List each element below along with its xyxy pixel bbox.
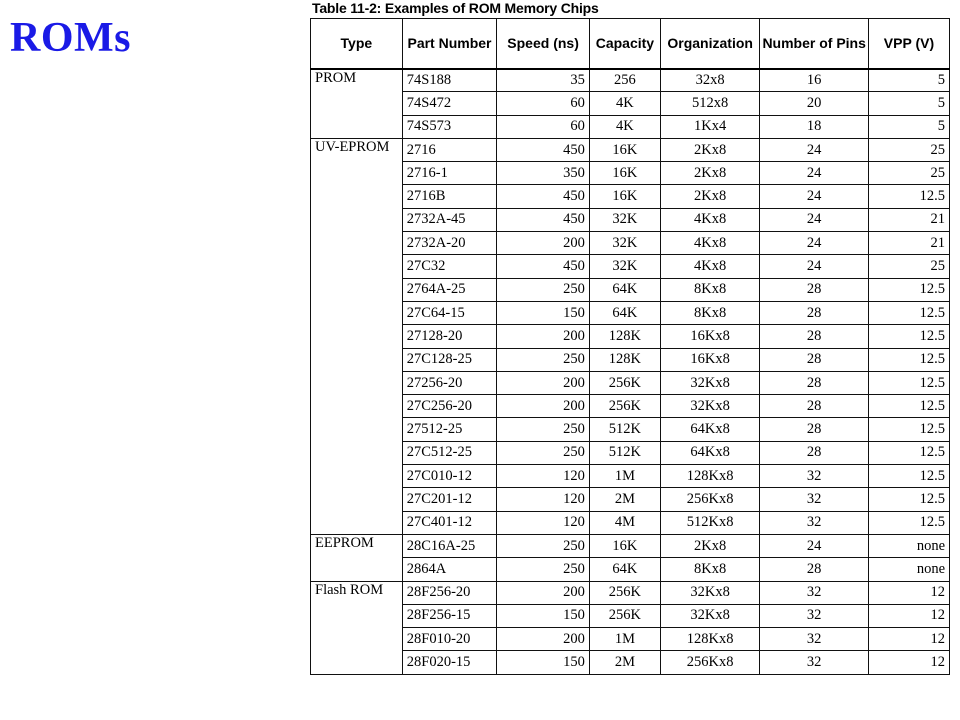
cell-vpp: 25 [868,162,949,185]
cell-part-number: 2716B [402,185,497,208]
cell-capacity: 256K [589,395,660,418]
cell-part-number: 27C64-15 [402,301,497,324]
cell-capacity: 64K [589,301,660,324]
cell-organization: 32Kx8 [660,395,760,418]
cell-vpp: 12.5 [868,441,949,464]
cell-part-number: 27256-20 [402,371,497,394]
cell-vpp: none [868,558,949,581]
cell-organization: 2Kx8 [660,162,760,185]
cell-organization: 16Kx8 [660,325,760,348]
table-row [311,371,950,394]
cell-capacity: 16K [589,162,660,185]
cell-capacity: 256K [589,604,660,627]
cell-part-number: 2732A-45 [402,208,497,231]
cell-capacity: 64K [589,278,660,301]
cell-part-number: 27C201-12 [402,488,497,511]
cell-speed: 250 [497,534,590,557]
cell-vpp: 12.5 [868,371,949,394]
table-row [311,558,950,581]
cell-part-number: 27C512-25 [402,441,497,464]
cell-pins: 28 [760,441,868,464]
cell-capacity: 16K [589,185,660,208]
cell-part-number: 27C256-20 [402,395,497,418]
cell-pins: 24 [760,208,868,231]
table-row [311,581,950,604]
cell-part-number: 27C32 [402,255,497,278]
cell-organization: 32Kx8 [660,581,760,604]
cell-pins: 24 [760,185,868,208]
cell-organization: 8Kx8 [660,278,760,301]
table-row [311,325,950,348]
cell-pins: 32 [760,651,868,674]
cell-speed: 200 [497,395,590,418]
cell-vpp: 21 [868,232,949,255]
header-type: Type [311,19,403,69]
table-row [311,395,950,418]
cell-part-number: 2864A [402,558,497,581]
cell-speed: 120 [497,511,590,534]
cell-vpp: 5 [868,69,949,92]
table-row [311,278,950,301]
cell-vpp: 21 [868,208,949,231]
cell-vpp: 12.5 [868,301,949,324]
cell-capacity: 64K [589,558,660,581]
cell-capacity: 4M [589,511,660,534]
cell-type: Flash ROM [311,581,403,674]
cell-speed: 150 [497,301,590,324]
cell-pins: 32 [760,628,868,651]
cell-pins: 32 [760,604,868,627]
cell-capacity: 512K [589,441,660,464]
cell-pins: 32 [760,465,868,488]
cell-part-number: 27128-20 [402,325,497,348]
cell-part-number: 28F020-15 [402,651,497,674]
table-row [311,511,950,534]
header-vpp: VPP (V) [868,19,949,69]
cell-organization: 256Kx8 [660,488,760,511]
cell-organization: 64Kx8 [660,418,760,441]
cell-speed: 150 [497,651,590,674]
cell-vpp: 5 [868,92,949,115]
cell-organization: 8Kx8 [660,558,760,581]
cell-type: UV-EPROM [311,138,403,534]
table-body [311,69,950,675]
cell-capacity: 1M [589,628,660,651]
rom-examples-table [310,18,950,675]
cell-vpp: 12.5 [868,185,949,208]
cell-organization: 2Kx8 [660,185,760,208]
cell-capacity: 4K [589,92,660,115]
cell-pins: 24 [760,255,868,278]
cell-pins: 28 [760,395,868,418]
table-row [311,418,950,441]
cell-capacity: 256K [589,581,660,604]
cell-pins: 24 [760,232,868,255]
cell-organization: 4Kx8 [660,232,760,255]
cell-organization: 32x8 [660,69,760,92]
cell-type: PROM [311,69,403,139]
cell-organization: 8Kx8 [660,301,760,324]
cell-pins: 28 [760,278,868,301]
cell-speed: 250 [497,278,590,301]
cell-pins: 20 [760,92,868,115]
table-row [311,208,950,231]
cell-vpp: 5 [868,115,949,138]
cell-pins: 24 [760,138,868,161]
cell-organization: 128Kx8 [660,465,760,488]
cell-capacity: 256 [589,69,660,92]
header-pins: Number of Pins [760,19,868,69]
header-capacity: Capacity [589,19,660,69]
cell-pins: 32 [760,581,868,604]
cell-organization: 32Kx8 [660,604,760,627]
cell-vpp: 12.5 [868,488,949,511]
cell-capacity: 2M [589,488,660,511]
table-row [311,441,950,464]
table-row [311,301,950,324]
cell-speed: 200 [497,628,590,651]
cell-part-number: 2764A-25 [402,278,497,301]
cell-vpp: 25 [868,255,949,278]
table-row [311,115,950,138]
cell-pins: 32 [760,488,868,511]
cell-organization: 1Kx4 [660,115,760,138]
cell-capacity: 32K [589,255,660,278]
table-row [311,232,950,255]
cell-part-number: 27C128-25 [402,348,497,371]
cell-vpp: none [868,534,949,557]
cell-speed: 450 [497,138,590,161]
cell-capacity: 16K [589,138,660,161]
cell-capacity: 128K [589,348,660,371]
slide-title: ROMs [10,15,131,61]
cell-organization: 256Kx8 [660,651,760,674]
table-row [311,488,950,511]
cell-part-number: 27C401-12 [402,511,497,534]
cell-vpp: 25 [868,138,949,161]
cell-part-number: 2716-1 [402,162,497,185]
cell-capacity: 256K [589,371,660,394]
cell-organization: 16Kx8 [660,348,760,371]
table-row [311,138,950,161]
cell-pins: 28 [760,371,868,394]
cell-speed: 60 [497,115,590,138]
cell-part-number: 28C16A-25 [402,534,497,557]
table-row [311,348,950,371]
cell-vpp: 12 [868,628,949,651]
cell-capacity: 4K [589,115,660,138]
cell-part-number: 74S188 [402,69,497,92]
cell-speed: 120 [497,488,590,511]
cell-capacity: 32K [589,232,660,255]
cell-speed: 450 [497,208,590,231]
header-organization: Organization [660,19,760,69]
cell-speed: 200 [497,325,590,348]
cell-vpp: 12.5 [868,325,949,348]
cell-vpp: 12.5 [868,418,949,441]
table-row [311,162,950,185]
cell-vpp: 12.5 [868,348,949,371]
cell-organization: 2Kx8 [660,138,760,161]
cell-pins: 32 [760,511,868,534]
cell-capacity: 128K [589,325,660,348]
cell-organization: 4Kx8 [660,255,760,278]
cell-organization: 64Kx8 [660,441,760,464]
cell-speed: 350 [497,162,590,185]
cell-speed: 450 [497,185,590,208]
cell-organization: 32Kx8 [660,371,760,394]
table-row [311,185,950,208]
table-row [311,604,950,627]
cell-type: EEPROM [311,534,403,581]
cell-part-number: 74S573 [402,115,497,138]
cell-vpp: 12.5 [868,465,949,488]
cell-organization: 128Kx8 [660,628,760,651]
table-row [311,628,950,651]
cell-capacity: 1M [589,465,660,488]
cell-speed: 60 [497,92,590,115]
cell-pins: 28 [760,558,868,581]
table-row [311,92,950,115]
cell-speed: 250 [497,348,590,371]
cell-capacity: 16K [589,534,660,557]
table-row [311,69,950,92]
cell-vpp: 12 [868,581,949,604]
cell-pins: 28 [760,301,868,324]
cell-part-number: 2732A-20 [402,232,497,255]
cell-speed: 200 [497,232,590,255]
cell-speed: 200 [497,581,590,604]
cell-pins: 18 [760,115,868,138]
cell-speed: 250 [497,418,590,441]
table-caption: Table 11-2: Examples of ROM Memory Chips [312,0,599,16]
cell-organization: 2Kx8 [660,534,760,557]
cell-organization: 4Kx8 [660,208,760,231]
cell-vpp: 12 [868,604,949,627]
cell-pins: 24 [760,162,868,185]
cell-part-number: 27512-25 [402,418,497,441]
cell-capacity: 32K [589,208,660,231]
cell-part-number: 2716 [402,138,497,161]
header-part-number: Part Number [402,19,497,69]
cell-vpp: 12.5 [868,278,949,301]
table-row [311,651,950,674]
cell-speed: 200 [497,371,590,394]
cell-speed: 120 [497,465,590,488]
table-row [311,534,950,557]
table-header [311,19,950,69]
cell-part-number: 28F256-15 [402,604,497,627]
cell-speed: 250 [497,441,590,464]
cell-speed: 35 [497,69,590,92]
cell-vpp: 12 [868,651,949,674]
cell-capacity: 2M [589,651,660,674]
cell-pins: 28 [760,325,868,348]
cell-speed: 250 [497,558,590,581]
cell-pins: 28 [760,418,868,441]
table-row [311,465,950,488]
cell-pins: 16 [760,69,868,92]
table-row [311,255,950,278]
cell-vpp: 12.5 [868,511,949,534]
header-speed: Speed (ns) [497,19,590,69]
cell-pins: 24 [760,534,868,557]
cell-vpp: 12.5 [868,395,949,418]
cell-organization: 512Kx8 [660,511,760,534]
cell-pins: 28 [760,348,868,371]
cell-part-number: 28F010-20 [402,628,497,651]
cell-speed: 450 [497,255,590,278]
cell-speed: 150 [497,604,590,627]
cell-part-number: 27C010-12 [402,465,497,488]
cell-capacity: 512K [589,418,660,441]
cell-part-number: 74S472 [402,92,497,115]
cell-part-number: 28F256-20 [402,581,497,604]
cell-organization: 512x8 [660,92,760,115]
